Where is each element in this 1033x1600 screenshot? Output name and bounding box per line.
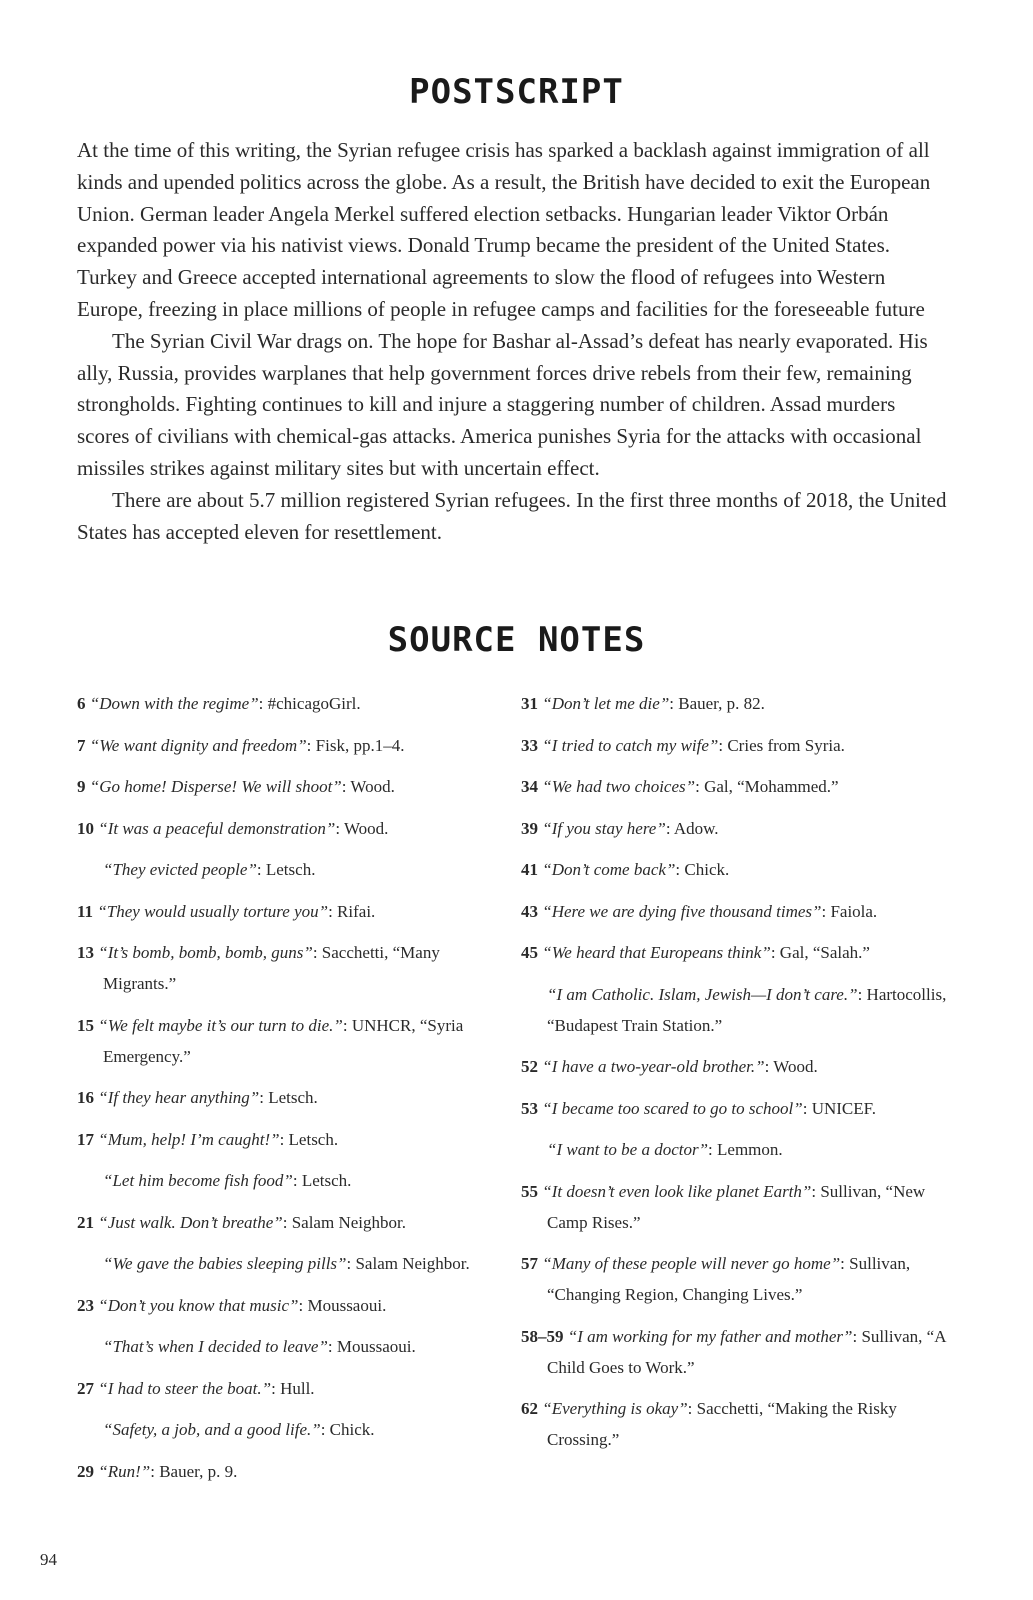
source-note-citation: : Moussaoui. <box>298 1295 387 1315</box>
source-note-page-number: 43 <box>521 901 538 921</box>
source-note-quote: “We had two choices” <box>542 777 696 796</box>
source-note-citation: : Lemmon. <box>708 1140 783 1159</box>
source-note-citation: : Moussaoui. <box>327 1337 416 1356</box>
source-note-quote: “They evicted people” <box>103 860 257 879</box>
source-notes-heading: SOURCE NOTES <box>387 620 646 660</box>
source-note-citation: : Gal, “Salah.” <box>770 943 870 962</box>
source-note-citation: : Bauer, p. 9. <box>150 1461 238 1481</box>
source-note-entry <box>77 854 497 885</box>
source-note-entry <box>521 1051 951 1082</box>
source-note-quote: “We felt maybe it’s our turn to die.” <box>98 1015 343 1035</box>
postscript-body <box>77 135 947 548</box>
source-note-quote: “I have a two-year-old brother.” <box>542 1057 765 1076</box>
source-note-quote: “Don’t you know that music” <box>98 1295 299 1315</box>
source-note-citation: : Letsch. <box>256 860 316 879</box>
page-number: 94 <box>40 1550 57 1569</box>
source-note-entry <box>521 1093 951 1124</box>
source-note-citation: : #chicagoGirl. <box>258 694 361 713</box>
source-note-entry <box>77 771 497 802</box>
postscript-paragraph-3: There are about 5.7 million registered Syrian refugees. In the first three months of 2018, the United States has accepted eleven for resettlement. <box>77 487 947 544</box>
source-note-entry <box>521 771 951 802</box>
source-note-quote: “I am Catholic. Islam, Jewish—I don’t care.” <box>547 984 858 1004</box>
source-note-citation: : Salam Neighbor. <box>282 1212 406 1232</box>
source-note-page-number: 31 <box>521 694 538 713</box>
source-note-entry <box>77 1290 497 1321</box>
source-note-citation: : Chick. <box>675 860 730 879</box>
source-note-citation: : Rifai. <box>328 901 376 921</box>
source-note-quote: “I am working for my father and mother” <box>567 1326 853 1346</box>
source-note-entry <box>77 1331 497 1362</box>
source-note-page-number: 17 <box>77 1129 94 1149</box>
source-note-citation: : Sullivan, “A Child Goes to Work.” <box>547 1326 946 1377</box>
source-note-entry <box>521 1321 951 1383</box>
source-note-page-number: 11 <box>77 901 94 921</box>
source-note-citation: : Sullivan, “Changing Region, Changing Lives.” <box>547 1254 911 1304</box>
source-note-citation: : Salam Neighbor. <box>346 1254 470 1273</box>
source-note-page-number: 15 <box>77 1015 94 1035</box>
source-note-page-number: 34 <box>521 777 538 796</box>
source-note-quote: “Many of these people will never go home” <box>542 1254 841 1273</box>
source-note-entry <box>521 1393 951 1455</box>
source-note-page-number: 58–59 <box>521 1326 564 1346</box>
source-note-citation: : Sacchetti, “Many Migrants.” <box>103 943 440 993</box>
source-note-quote: “That’s when I decided to leave” <box>103 1337 328 1356</box>
source-note-citation: : Sullivan, “New Camp Rises.” <box>547 1181 926 1232</box>
source-note-page-number: 53 <box>521 1098 538 1118</box>
source-notes-left-column <box>77 688 497 1497</box>
source-note-page-number: 57 <box>521 1254 538 1273</box>
source-note-page-number: 21 <box>77 1212 94 1232</box>
source-note-page-number: 41 <box>521 860 538 879</box>
source-note-entry <box>77 688 497 719</box>
source-note-quote: “I tried to catch my wife” <box>542 735 719 755</box>
postscript-heading: POSTSCRIPT <box>409 72 624 112</box>
source-note-page-number: 52 <box>521 1057 538 1076</box>
source-note-page-number: 16 <box>77 1088 94 1107</box>
source-note-citation: : Sacchetti, “Making the Risky Crossing.” <box>547 1399 897 1449</box>
source-note-citation: : Wood. <box>335 818 389 838</box>
source-note-entry <box>77 1207 497 1238</box>
source-note-page-number: 6 <box>77 694 86 713</box>
source-note-entry <box>77 1248 497 1279</box>
source-note-quote: “Just walk. Don’t breathe” <box>98 1212 283 1232</box>
source-note-quote: “Go home! Disperse! We will shoot” <box>89 777 342 796</box>
source-note-citation: : Letsch. <box>292 1171 352 1190</box>
source-note-entry <box>77 1082 497 1113</box>
source-note-entry <box>521 730 951 761</box>
source-note-quote: “Let him become fish food” <box>103 1171 293 1190</box>
source-note-page-number: 10 <box>77 818 94 838</box>
source-note-quote: “It was a peaceful demonstration” <box>98 818 336 838</box>
source-note-citation: : UNHCR, “Syria Emergency.” <box>103 1015 464 1066</box>
source-note-entry <box>77 1124 497 1155</box>
source-note-entry <box>77 1010 497 1072</box>
source-note-entry <box>77 1165 497 1196</box>
source-note-citation: : Fisk, pp.1–4. <box>306 735 405 755</box>
postscript-paragraph-1: At the time of this writing, the Syrian refugee crisis has sparked a backlash against immigration of all kinds and upended politics across the globe. As a result, the British have decided to exit the European Union. German leader Angela Merkel suffered election setbacks. Hungarian leader Viktor Orbán expanded power via his nativist views. Donald Trump became the president of the United States. Turkey and Greece accepted international agreements to slow the flood of refugees into Western Europe, freezing in place millions of people in refugee camps and facilities for the foreseeable future <box>77 138 931 321</box>
source-note-citation: : Hartocollis, “Budapest Train Station.” <box>547 984 947 1035</box>
source-note-page-number: 62 <box>521 1399 538 1418</box>
source-note-page-number: 9 <box>77 777 86 796</box>
source-note-entry <box>521 937 951 968</box>
source-note-quote: “It’s bomb, bomb, bomb, guns” <box>98 943 313 962</box>
source-note-page-number: 23 <box>77 1295 94 1315</box>
source-note-quote: “I want to be a doctor” <box>547 1140 709 1159</box>
source-note-quote: “We want dignity and freedom” <box>89 735 307 755</box>
source-note-citation: : Faiola. <box>821 901 878 921</box>
source-note-quote: “Mum, help! I’m caught!” <box>98 1129 280 1149</box>
source-note-page-number: 45 <box>521 943 538 962</box>
postscript-paragraph-2: The Syrian Civil War drags on. The hope for Bashar al-Assad’s defeat has nearly evaporated. His ally, Russia, provides warplanes that help government forces drive rebels from their few, remaining strongholds. Fighting continues to kill and injure a staggering number of children. Assad murders scores of civilians with chemical-gas attacks. America punishes Syria for the attacks with occasional missiles strikes against military sites but with uncertain effect. <box>77 328 928 480</box>
source-note-page-number: 29 <box>77 1461 94 1481</box>
source-note-entry <box>521 1176 951 1238</box>
source-note-quote: “Don’t come back” <box>542 860 676 879</box>
source-note-citation: : Adow. <box>665 818 719 838</box>
source-note-entry <box>77 1373 497 1404</box>
source-note-citation: : Letsch. <box>259 1088 318 1107</box>
source-note-quote: “We gave the babies sleeping pills” <box>103 1254 347 1273</box>
source-note-page-number: 27 <box>77 1378 94 1398</box>
source-note-entry <box>521 1248 951 1310</box>
source-note-quote: “Everything is okay” <box>542 1399 688 1418</box>
source-note-quote: “I had to steer the boat.” <box>98 1378 272 1398</box>
source-note-citation: : Wood. <box>764 1057 818 1076</box>
source-note-entry <box>521 979 951 1041</box>
source-note-citation: : UNICEF. <box>802 1098 876 1118</box>
source-note-entry <box>521 1134 951 1165</box>
source-note-citation: : Wood. <box>341 777 395 796</box>
source-note-citation: : Bauer, p. 82. <box>669 694 765 713</box>
source-note-quote: “They would usually torture you” <box>97 901 329 921</box>
source-note-entry <box>521 813 951 844</box>
source-note-entry <box>77 813 497 844</box>
source-note-page-number: 13 <box>77 943 94 962</box>
source-note-page-number: 33 <box>521 735 538 755</box>
source-note-entry <box>77 896 497 927</box>
source-note-quote: “Don’t let me die” <box>542 694 670 713</box>
source-note-quote: “Down with the regime” <box>89 694 259 713</box>
source-note-entry <box>521 854 951 885</box>
source-note-quote: “Safety, a job, and a good life.” <box>103 1420 321 1439</box>
source-note-quote: “We heard that Europeans think” <box>542 943 771 962</box>
source-note-entry <box>77 937 497 999</box>
source-note-citation: : Letsch. <box>279 1129 339 1149</box>
source-note-citation: : Gal, “Mohammed.” <box>695 777 839 796</box>
source-note-quote: “If they hear anything” <box>98 1088 260 1107</box>
source-note-quote: “If you stay here” <box>542 818 666 838</box>
source-note-citation: : Chick. <box>320 1420 375 1439</box>
source-note-citation: : Hull. <box>271 1378 315 1398</box>
source-note-quote: “I became too scared to go to school” <box>542 1098 803 1118</box>
source-notes-right-column <box>521 688 951 1466</box>
source-note-quote: “Run!” <box>98 1461 151 1481</box>
source-note-quote: “It doesn’t even look like planet Earth” <box>542 1181 812 1201</box>
source-note-page-number: 39 <box>521 818 538 838</box>
source-note-quote: “Here we are dying five thousand times” <box>542 901 822 921</box>
source-note-entry <box>521 688 951 719</box>
source-note-page-number: 7 <box>77 735 86 755</box>
source-note-entry <box>521 896 951 927</box>
source-note-page-number: 55 <box>521 1181 538 1201</box>
source-note-entry <box>77 730 497 761</box>
source-note-entry <box>77 1456 497 1487</box>
source-note-citation: : Cries from Syria. <box>718 735 845 755</box>
source-note-entry <box>77 1414 497 1445</box>
